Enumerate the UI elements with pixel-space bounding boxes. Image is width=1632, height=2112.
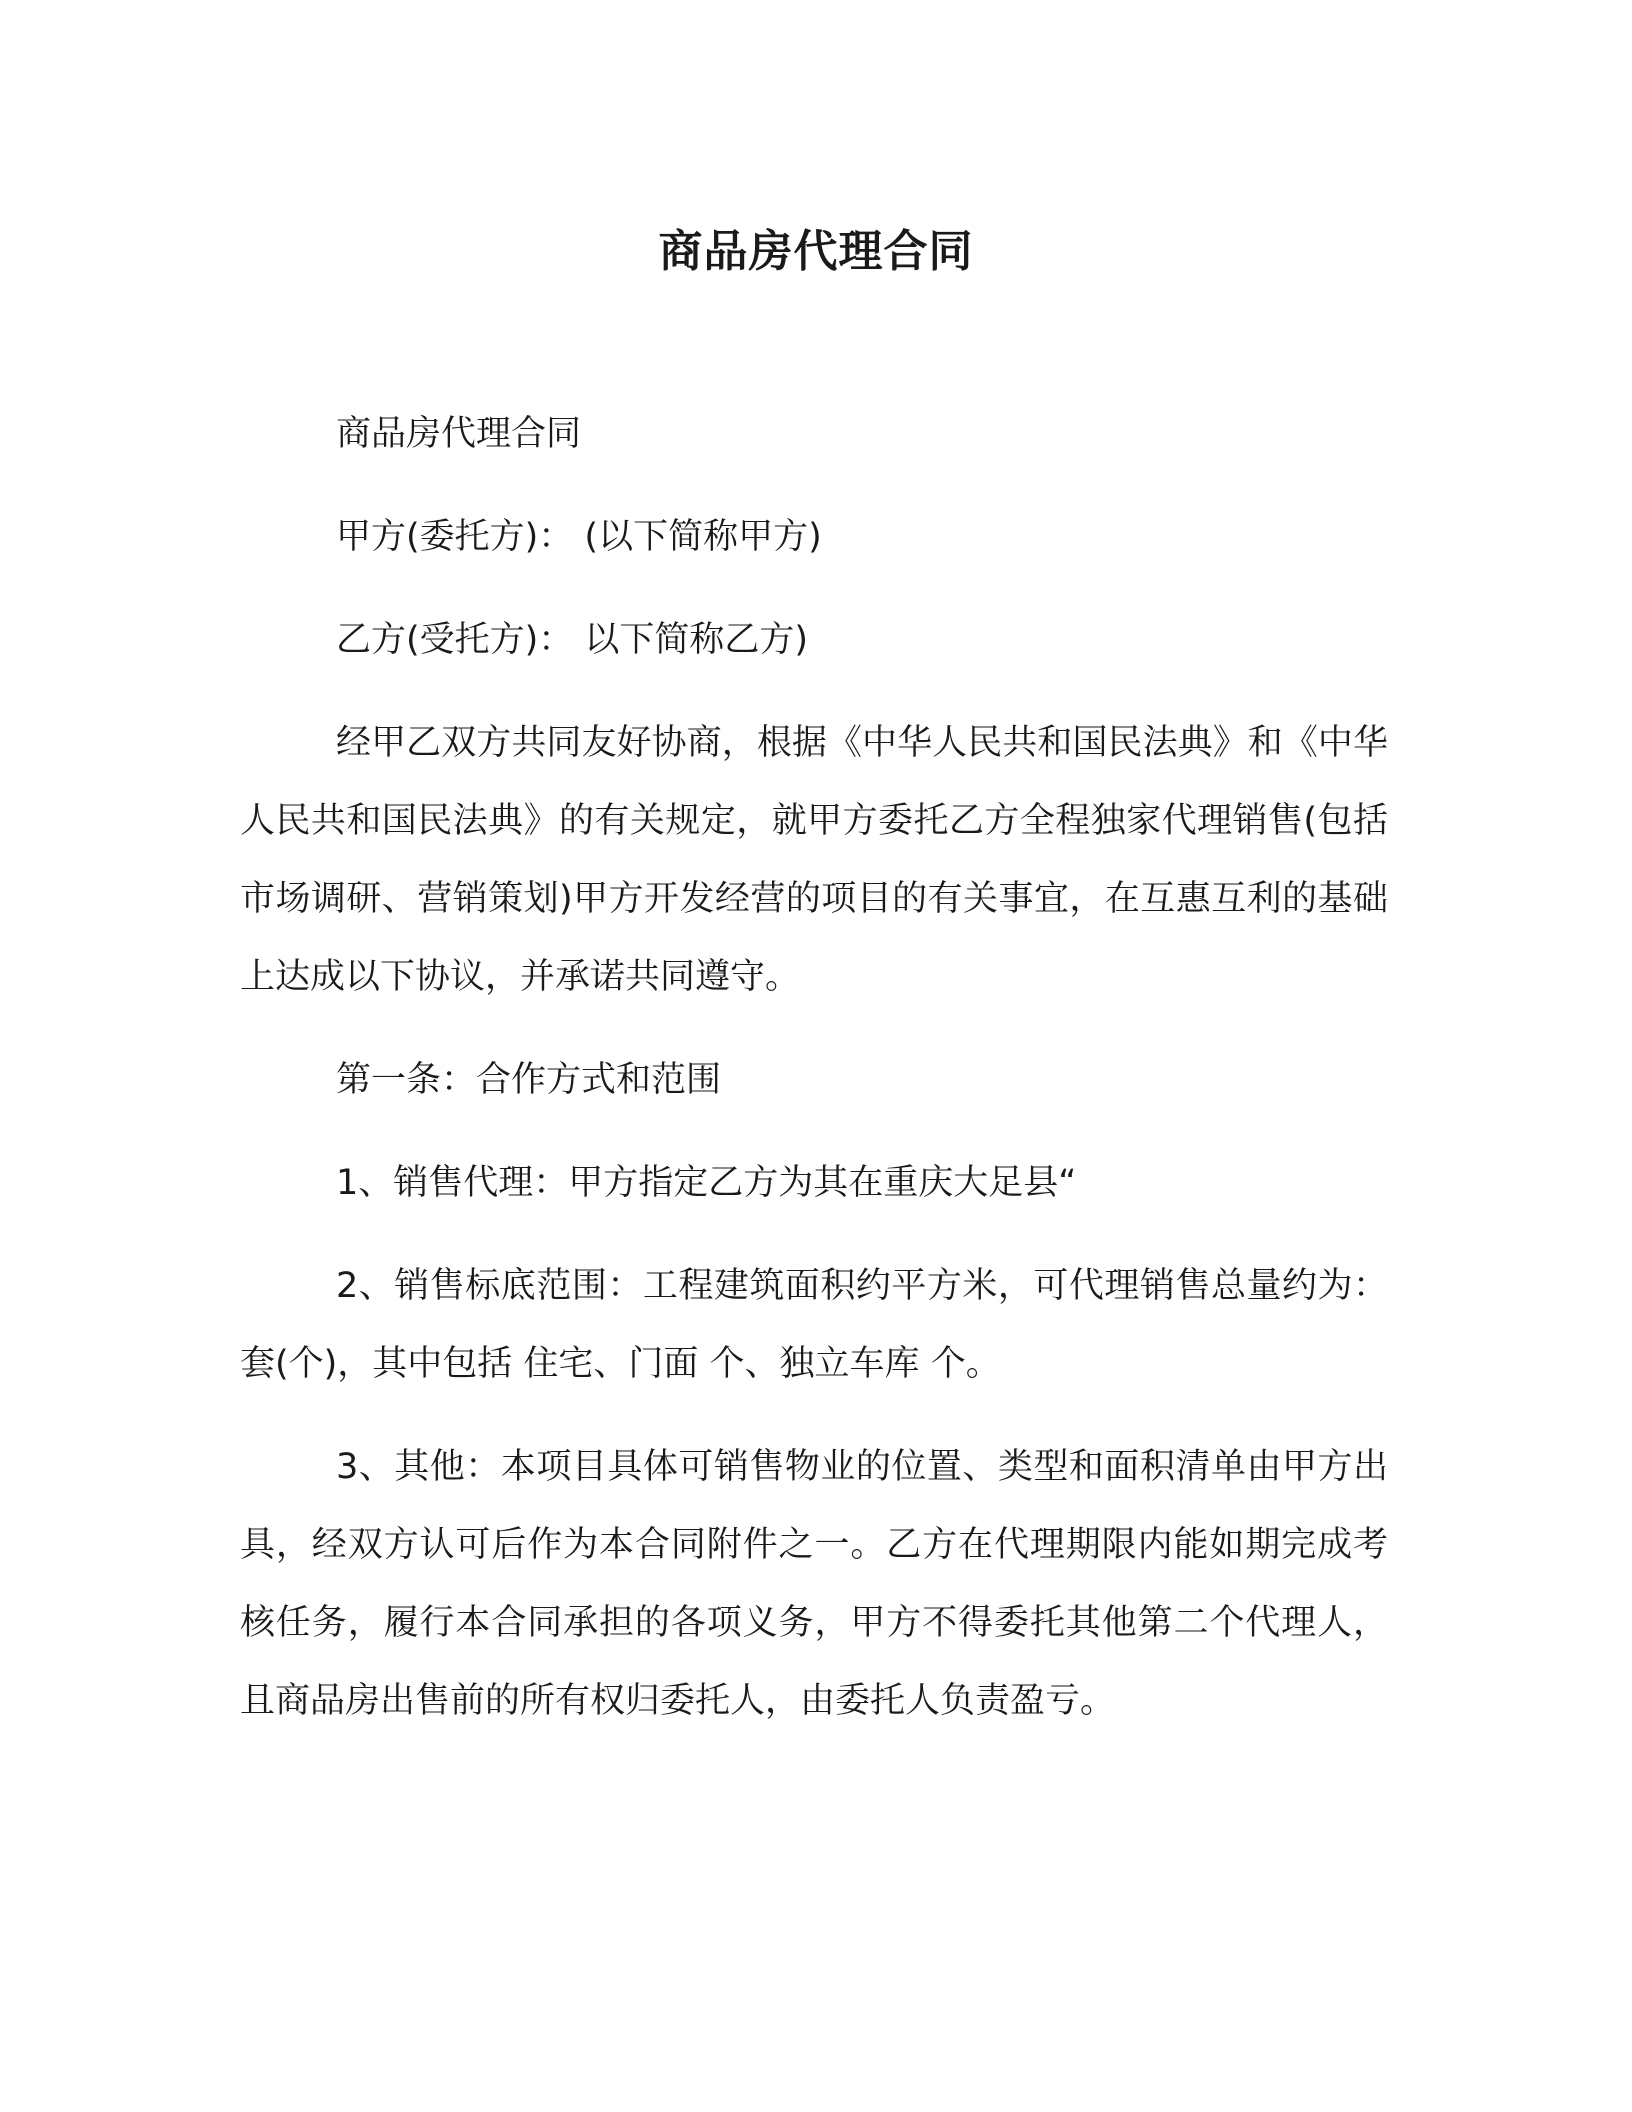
preamble-paragraph: 经甲乙双方共同友好协商，根据《中华人民共和国民法典》和《中华人民共和国民法典》的有关规定，就甲方委托乙方全程独家代理销售(包括市场调研、营销策划)甲方开发经营的项目的有关事宜，在互惠互利的基础上达成以下协议，并承诺共同遵守。 [240, 723, 1388, 997]
article-1-heading: 第一条：合作方式和范围 [336, 1060, 722, 1100]
clause-1-sales-agency: 1、销售代理：甲方指定乙方为其在重庆大足县“ [336, 1163, 1077, 1203]
contract-heading: 商品房代理合同 [336, 414, 582, 454]
document-body [240, 395, 1388, 1740]
party-b-line: 乙方(受托方)： 以下简称乙方) [336, 620, 809, 660]
party-a-line: 甲方(委托方)： (以下简称甲方) [336, 517, 822, 557]
clause-2-sales-scope: 2、销售标底范围：工程建筑面积约平方米，可代理销售总量约为： 套(个)，其中包括 住宅、门面 个、独立车库 个。 [240, 1266, 1388, 1384]
document-title: 商品房代理合同 [658, 226, 974, 277]
clause-3-other: 3、其他：本项目具体可销售物业的位置、类型和面积清单由甲方出具，经双方认可后作为本合同附件之一。乙方在代理期限内能如期完成考核任务，履行本合同承担的各项义务，甲方不得委托其他第二个代理人，且商品房出售前的所有权归委托人，由委托人负责盈亏。 [240, 1447, 1388, 1721]
